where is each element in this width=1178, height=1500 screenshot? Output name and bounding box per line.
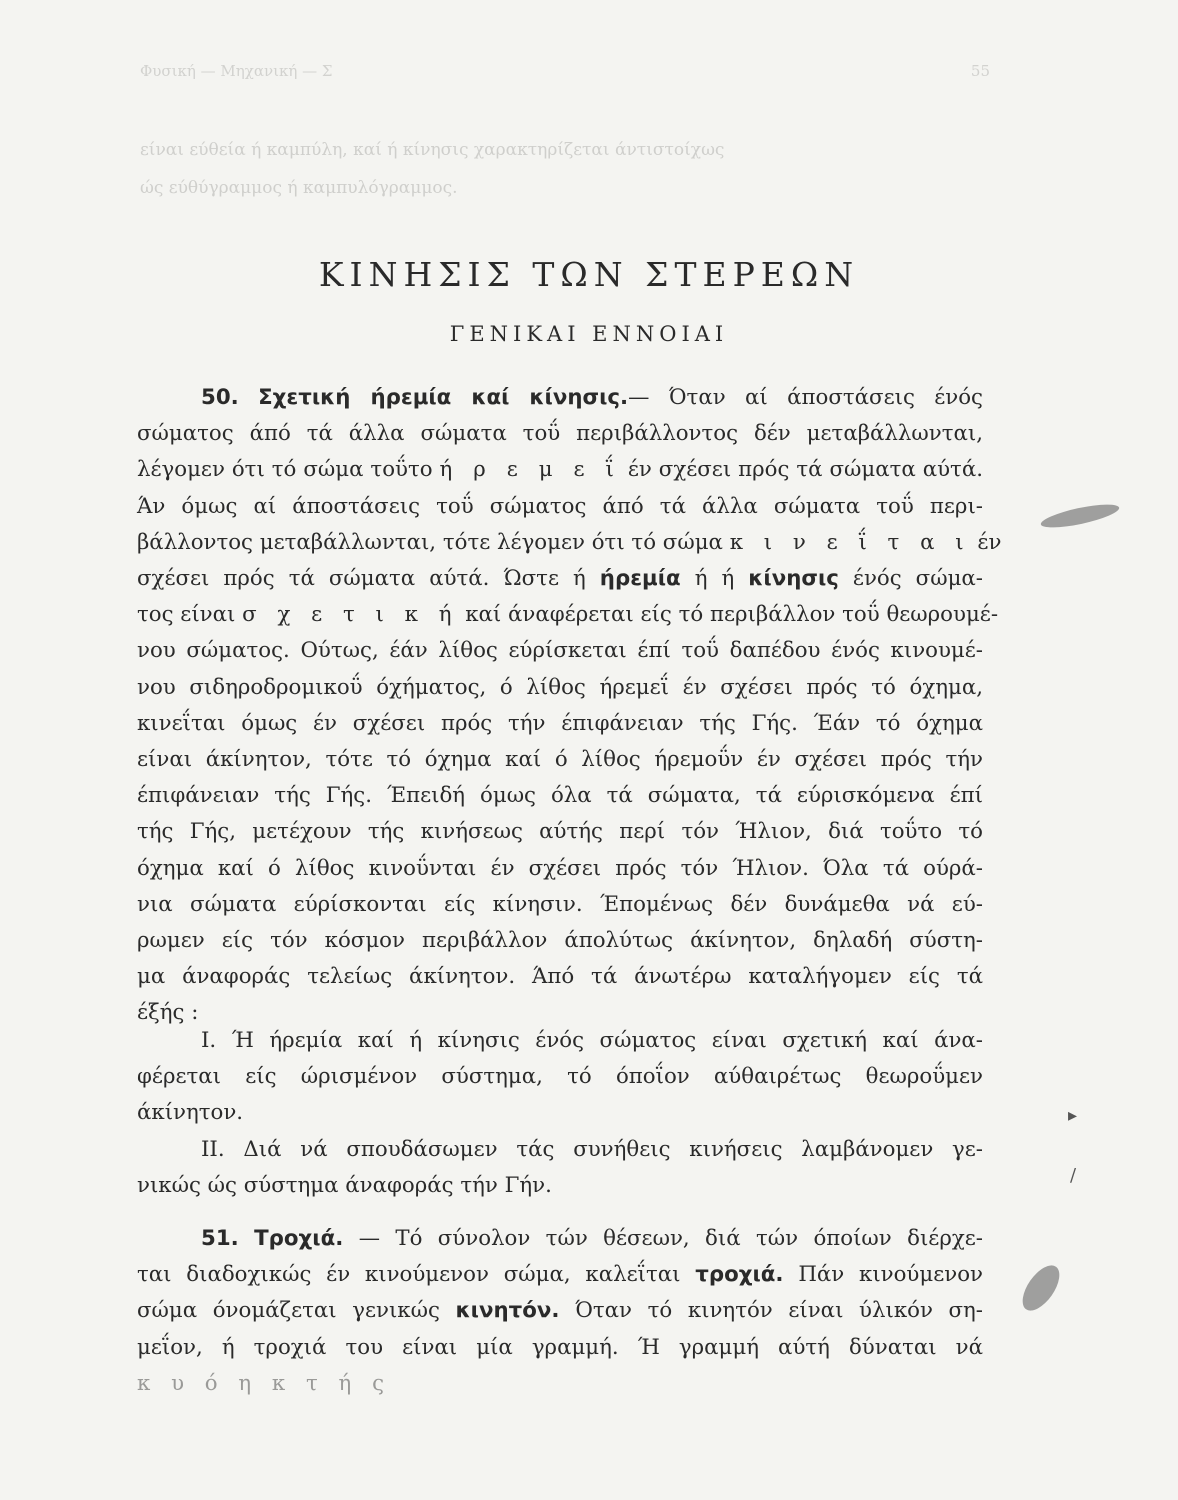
text-line: νου σιδηροδρομικοΰ όχήματος, ό λίθος ήρεμεΐ έν σχέσει πρός τό όχημα, <box>137 674 983 700</box>
margin-mark: / <box>1070 1165 1077 1186</box>
bleed-line: είναι εύθεία ή καμπύλη, καί ή κίνησις χαρακτηρίζεται άντιστοίχως <box>140 140 725 160</box>
chapter-title: ΚΙΝΗΣΙΣ ΤΩΝ ΣΤΕΡΕΩΝ <box>318 255 860 294</box>
section-number: 51. <box>201 1226 239 1251</box>
spaced-term: κ ι ν ε ΐ τ α ι <box>729 529 971 555</box>
text-line: νια σώματα εύρίσκονται είς κίνησιν. Έπομένως δέν δυνάμεθα νά εύ- <box>137 891 983 917</box>
conclusions-list <box>137 1023 983 1204</box>
text-line: είναι άκίνητον, τότε τό όχημα καί ό λίθος ήρεμοΰν έν σχέσει πρός τήν <box>137 747 983 773</box>
bold-term: ήρεμία <box>599 566 681 592</box>
text-line: μα άναφοράς τελείως άκίνητον. Άπό τά άνωτέρω καταλήγομεν είς τά <box>137 964 983 990</box>
text-line: 51. Τροχιά. — Τό σύνολον τών θέσεων, διά τών όποίων διέρχε- <box>201 1226 983 1251</box>
text-line: έξής : <box>137 1000 199 1026</box>
bold-term: κινητόν. <box>455 1298 560 1324</box>
margin-mark: ▸ <box>1068 1105 1078 1126</box>
text-line: τος είναι σ χ ε τ ι κ ή καί άναφέρεται είς τό περιβάλλον τοΰ θεωρουμέ- <box>137 602 999 628</box>
ink-smudge <box>1039 500 1121 532</box>
text-line: φέρεται είς ώρισμένον σύστημα, τό όποΐον αύθαιρέτως θεωροΰμεν <box>137 1064 983 1090</box>
bleed-header-left: Φυσική — Μηχανική — Σ <box>140 62 333 80</box>
text-line: Άν όμως αί άποστάσεις τοΰ σώματος άπό τά άλλα σώματα τοΰ περι- <box>137 493 983 519</box>
text-line: λέγομεν ότι τό σώμα τοΰτο ή ρ ε μ ε ΐ έν σχέσει πρός τά σώματα αύτά. <box>137 457 983 483</box>
list-item: Ι. Ή ήρεμία καί ή κίνησις ένός σώματος είναι σχετική καί άνα- <box>201 1028 983 1053</box>
text-line: τής Γής, μετέχουν τής κινήσεως αύτής περί τόν Ήλιον, διά τοΰτο τό <box>137 819 983 845</box>
text-line: όχημα καί ό λίθος κινοΰνται έν σχέσει πρός τόν Ήλιον. Όλα τά ούρά- <box>137 855 983 881</box>
text-line: έπιφάνειαν τής Γής. Έπειδή όμως όλα τά σώματα, τά εύρισκόμενα έπί <box>137 783 983 809</box>
bleed-line: ώς εύθύγραμμος ή καμπυλόγραμμος. <box>140 178 458 198</box>
section-heading: Τροχιά. <box>254 1226 344 1251</box>
chapter-subtitle: ΓΕΝΙΚΑΙ ΕΝΝΟΙΑΙ <box>449 322 729 346</box>
text-line: 50. Σχετική ήρεμία καί κίνησις.— Όταν αί άποστάσεις ένός <box>201 385 983 410</box>
section-number: 50. <box>201 385 239 410</box>
text-line: ται διαδοχικώς έν κινούμενον σώμα, καλεΐται τροχιά. Πάν κινούμενον <box>137 1262 983 1288</box>
text-line: νου σώματος. Ούτως, έάν λίθος εύρίσκεται έπί τοΰ δαπέδου ένός κινουμέ- <box>137 638 983 664</box>
text-line: ρωμεν είς τόν κόσμον περιβάλλον άπολύτως άκίνητον, δηλαδή σύστη- <box>137 928 983 954</box>
bleed-through-header <box>140 62 990 84</box>
text-line: σώμα όνομάζεται γενικώς κινητόν. Όταν τό κινητόν είναι ύλικόν ση- <box>137 1298 984 1324</box>
text-line: βάλλοντος μεταβάλλωνται, τότε λέγομεν ότι τό σώμα κ ι ν ε ΐ τ α ι έν <box>137 529 1002 555</box>
list-item: ΙΙ. Διά νά σπουδάσωμεν τάς συνήθεις κινήσεις λαμβάνομεν γε- <box>201 1136 983 1162</box>
section-51 <box>137 1221 983 1402</box>
bleed-page-number: 55 <box>970 62 990 80</box>
ink-smudge <box>1015 1259 1066 1317</box>
bold-term: τροχιά. <box>695 1262 784 1288</box>
cut-off-line: κ υ ό η κ τ ή ς <box>137 1370 392 1396</box>
text-line: άκίνητον. <box>137 1100 244 1126</box>
spaced-term: σ χ ε τ ι κ ή <box>242 602 459 628</box>
text-line: κινεΐται όμως έν σχέσει πρός τήν έπιφάνειαν τής Γής. Έάν τό όχημα <box>137 710 983 736</box>
section-heading: Σχετική ήρεμία καί κίνησις. <box>258 385 629 410</box>
text-line: μεΐον, ή τροχιά του είναι μία γραμμή. Ή γραμμή αύτή δύναται νά <box>137 1334 983 1360</box>
text-line: νικώς ώς σύστημα άναφοράς τήν Γήν. <box>137 1172 552 1198</box>
bold-term: κίνησις <box>748 566 839 592</box>
text-line: σώματος άπό τά άλλα σώματα τοΰ περιβάλλοντος δέν μεταβάλλωνται, <box>137 421 983 447</box>
text-line: σχέσει πρός τά σώματα αύτά. Ώστε ή ήρεμία ή ή κίνησις ένός σώμα- <box>137 566 983 592</box>
spaced-term: ή ρ ε μ ε ΐ <box>439 457 621 483</box>
section-50 <box>137 380 1002 1032</box>
